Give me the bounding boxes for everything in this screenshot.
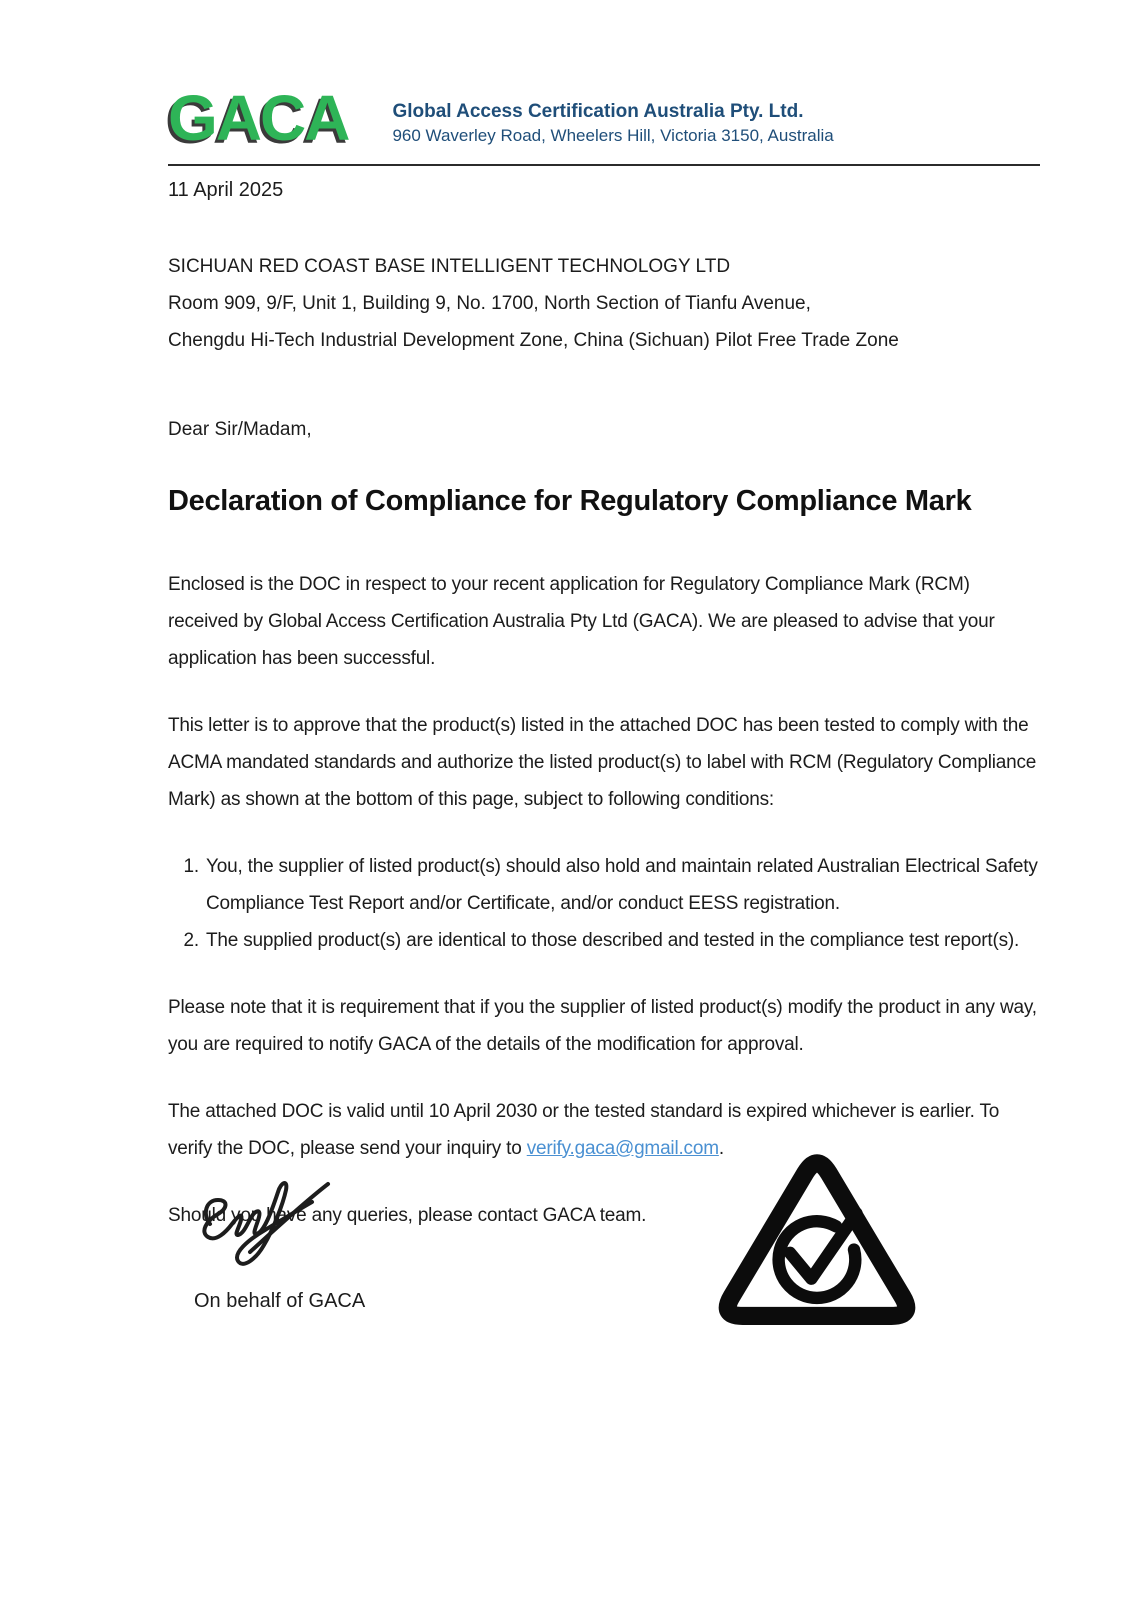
company-address: 960 Waverley Road, Wheelers Hill, Victoria 3150, Australia [392, 125, 834, 145]
salutation: Dear Sir/Madam, [168, 418, 312, 440]
validity-text-end: . [718, 1137, 724, 1159]
paragraph-queries: Should you have any queries, please contact GACA team. [168, 1204, 647, 1226]
verify-email-link[interactable]: verify.gaca@gmail.com [526, 1137, 719, 1159]
letter-date: 11 April 2025 [168, 178, 284, 201]
modification-notice-text: Please note that it is requirement that if you the supplier of listed product(s) modify the product in any way, you are required to notify GACA of the details of the modification for approval. [168, 996, 1037, 1055]
rcm-mark-icon [704, 1137, 930, 1348]
page-title: Declaration of Compliance for Regulatory Compliance Mark [168, 484, 972, 517]
condition-item-1: 1. You, the supplier of listed product(s) should also hold and maintain related Australian Electrical Safety Compliance Test Report and/or Certificate, and/or conduct EESS registration. [204, 848, 1040, 922]
company-name: Global Access Certification Australia Pty. Ltd. [392, 100, 804, 122]
recipient-address-line-2: Chengdu Hi-Tech Industrial Development Zone, China (Sichuan) Pilot Free Trade Zone [168, 329, 899, 351]
recipient-block [168, 248, 1040, 359]
gaca-logo: GACA [168, 82, 349, 154]
company-info [392, 99, 833, 149]
header-divider [168, 164, 1040, 166]
conditions-list [168, 848, 1040, 959]
signoff-text: On behalf of GACA [194, 1290, 366, 1312]
paragraph-enclosed-doc: Enclosed is the DOC in respect to your recent application for Regulatory Compliance Mark (RCM) received by Global Access Certification Australia Pty Ltd (GACA). We are pleased to advise that your application has been successful. [168, 573, 995, 669]
signature-block [190, 1172, 365, 1313]
handwritten-signature-icon [190, 1172, 340, 1278]
paragraph-approval: This letter is to approve that the product(s) listed in the attached DOC has been tested to comply with the ACMA mandated standards and authorize the listed product(s) to label with RCM (Regulatory Compliance Mark) as shown at the bottom of this page, subject to following conditions: [168, 714, 1037, 810]
recipient-name: SICHUAN RED COAST BASE INTELLIGENT TECHNOLOGY LTD [168, 255, 731, 277]
letterhead [168, 82, 1040, 154]
recipient-address-line-1: Room 909, 9/F, Unit 1, Building 9, No. 1700, North Section of Tianfu Avenue, [168, 292, 811, 314]
paragraph-modification-notice [168, 989, 1040, 1063]
condition-item-2: 2. The supplied product(s) are identical to those described and tested in the compliance test report(s). [204, 922, 1040, 959]
validity-text: The attached DOC is valid until 10 April 2030 or the tested standard is expired whichever is earlier. To verify the DOC, please send your inquiry to [168, 1100, 1000, 1159]
